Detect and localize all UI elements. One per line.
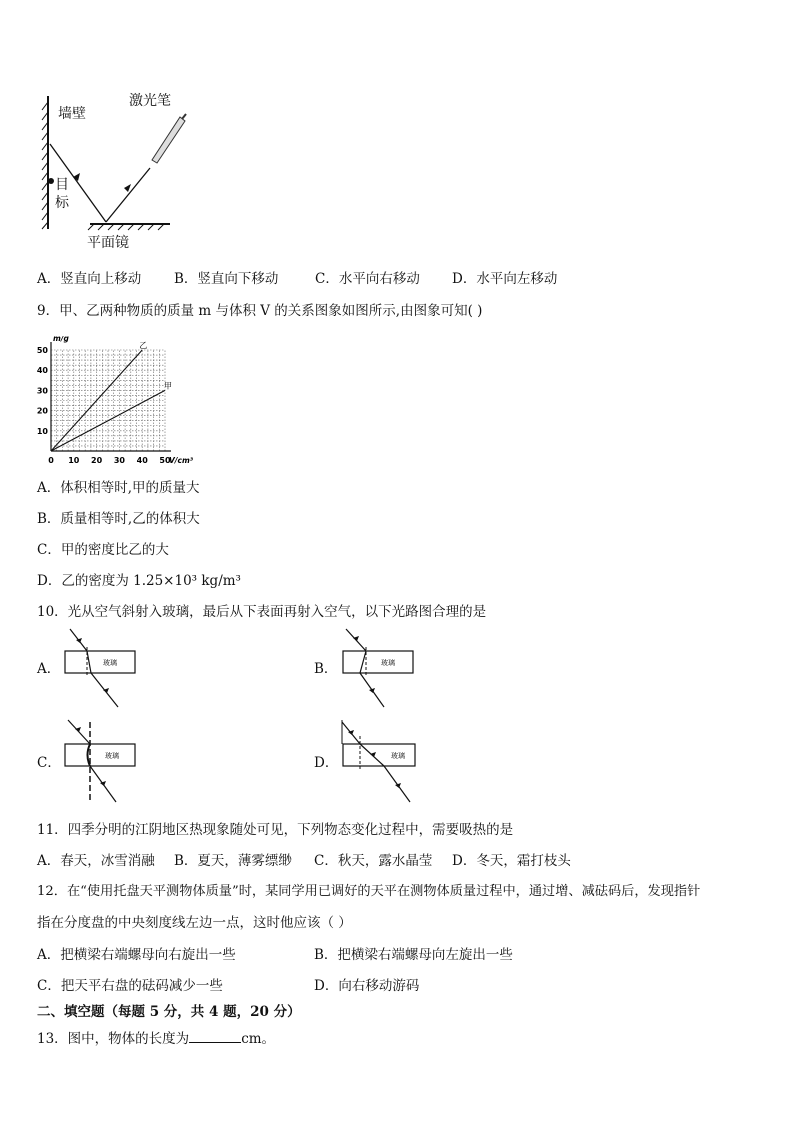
q8-option-a[interactable]: A．竖直向上移动 [37,271,142,287]
q8-option-d[interactable]: D．水平向左移动 [452,271,558,287]
q8-option-b[interactable]: B．竖直向下移动 [174,271,279,287]
laser-pen-label: 激光笔 [129,93,171,109]
q12-stem-line1: 12．在“使用托盘天平测物体质量”时，某同学用已调好的天平在测物体质量过程中，通过增、减砝码后，发现指针 [37,884,701,899]
x-tick-label: 50 [159,456,171,465]
q10-option-a-label[interactable]: A． [37,661,61,677]
x-tick-label: 10 [68,456,80,465]
section-heading: 二、填空题（每题 5 分，共 4 题，20 分） [37,1004,301,1020]
x-tick-label: 30 [113,456,125,465]
q10-option-d-label[interactable]: D． [314,755,339,771]
q10-option-c-label[interactable]: C． [37,755,61,771]
q10-option-b-label[interactable]: B． [314,661,338,677]
q12-stem-line2: 指在分度盘的中央刻度线左边一点，这时他应该（ ） [37,915,352,931]
svg-text:玻璃: 玻璃 [105,752,119,760]
wall-label: 墙壁 [58,106,86,122]
x-axis-label: V/cm³ [169,456,194,465]
x-tick-label: 40 [136,456,148,465]
x-tick-label: 20 [91,456,103,465]
target-label-2: 标 [55,195,69,211]
q10-diagram-c[interactable] [60,718,140,804]
q11-option-b[interactable]: B．夏天，薄雾缥缈 [174,853,292,869]
q9-option-d[interactable]: D．乙的密度为 1.25×10³ kg/m³ [37,573,241,589]
q13-answer-blank[interactable] [189,1030,241,1043]
q11-option-a[interactable]: A．春天，冰雪消融 [37,853,155,869]
target-label-1: 目 [55,177,69,193]
glass-label: 玻璃 [103,659,117,667]
q10-stem: 10．光从空气斜射入玻璃，最后从下表面再射入空气，以下光路图合理的是 [37,604,487,620]
q11-stem: 11．四季分明的江阴地区热现象随处可见，下列物态变化过程中，需要吸热的是 [37,822,514,838]
q9-mass-volume-chart [33,336,203,470]
q10-diagram-b[interactable] [338,627,418,711]
q9-stem: 9．甲、乙两种物质的质量 m 与体积 V 的关系图象如图所示,由图象可知( ) [37,303,483,319]
q13-stem: 13．图中，物体的长度为 cm。 [37,1031,276,1047]
y-tick-label: 50 [36,346,48,355]
q12-option-b[interactable]: B．把横梁右端螺母向左旋出一些 [314,947,513,963]
x-tick-label: 0 [48,456,54,465]
y-tick-label: 30 [36,386,48,396]
q10-diagram-a[interactable] [60,627,140,711]
q12-option-c[interactable]: C．把天平右盘的砝码减少一些 [37,978,223,994]
series-label-2: 甲 [164,381,172,391]
q11-option-d[interactable]: D．冬天，霜打枝头 [452,853,571,869]
laser-pen-icon [152,114,186,163]
q8-option-c[interactable]: C．水平向右移动 [315,271,420,287]
y-tick-label: 40 [36,366,48,376]
q10-diagram-d[interactable] [338,716,422,806]
mirror-label: 平面镜 [87,235,129,251]
q12-option-d[interactable]: D．向右移动游码 [314,978,420,994]
series-label-1: 乙 [139,341,148,350]
q11-option-c[interactable]: C．秋天，露水晶莹 [314,853,433,869]
q9-option-c[interactable]: C．甲的密度比乙的大 [37,542,169,558]
q12-option-a[interactable]: A．把横梁右端螺母向右旋出一些 [37,947,236,963]
y-axis-label: m/g [53,336,69,343]
y-tick-label: 10 [36,426,48,436]
svg-text:玻璃: 玻璃 [391,752,405,760]
q9-option-b[interactable]: B．质量相等时,乙的体积大 [37,511,200,527]
q9-option-a[interactable]: A．体积相等时,甲的质量大 [37,480,200,496]
y-tick-label: 20 [36,406,48,416]
svg-text:玻璃: 玻璃 [381,659,395,667]
